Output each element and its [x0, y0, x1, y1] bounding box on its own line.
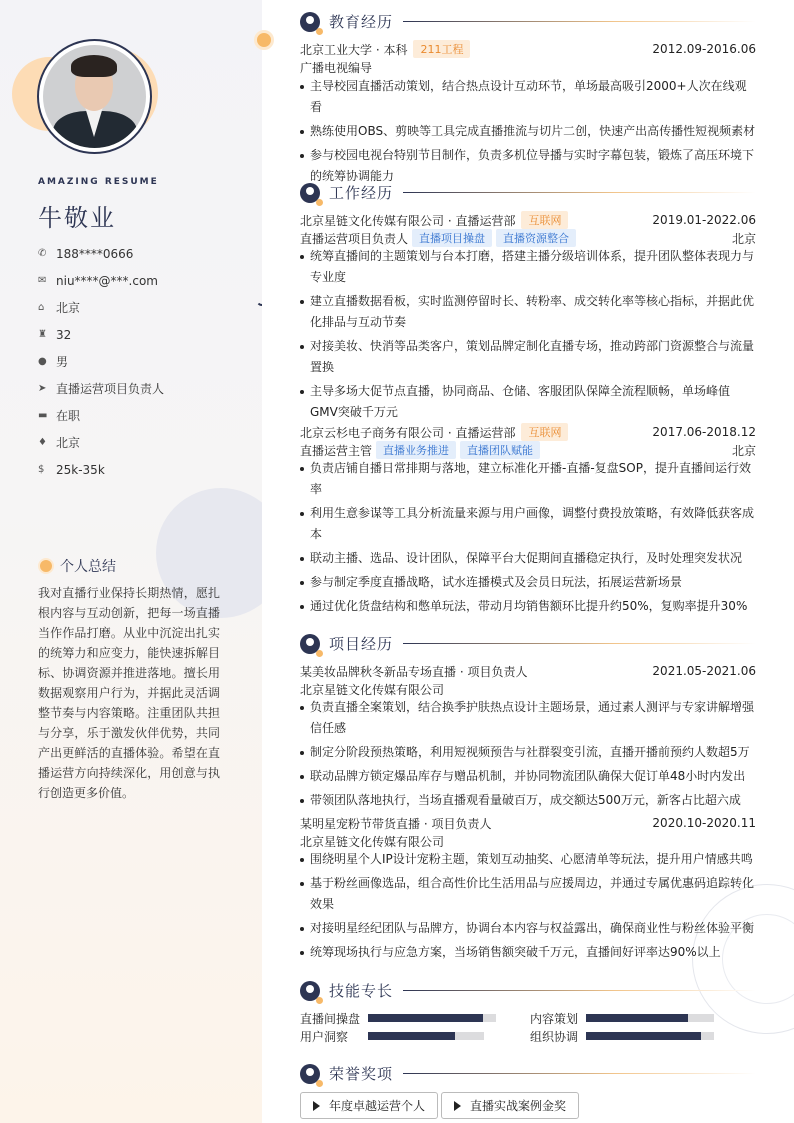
briefcase-icon: ▬	[38, 410, 48, 421]
list-item: 参与制定季度直播战略，试水连播模式及会员日玩法，拓展运营新场景	[300, 572, 756, 593]
info-location	[38, 429, 164, 456]
job-header	[300, 423, 756, 441]
list-item: 基于粉丝画像选品，组合高性价比生活用品与应援周边，并通过专属优惠码追踪转化效果	[300, 873, 756, 915]
list-item: 建立直播数据看板，实时监测停留时长、转粉率、成交转化率等核心指标，并据此优化排品与互动节奏	[300, 291, 756, 333]
info-text: 在职	[56, 409, 81, 423]
section-icon	[300, 183, 320, 203]
job-bullets	[300, 458, 756, 620]
candidate-name: 牛敬业	[38, 204, 116, 232]
info-text: niu****@***.com	[56, 273, 158, 288]
target-icon: ➤	[38, 383, 47, 394]
dot-icon	[38, 558, 54, 574]
job-city: 北京	[731, 443, 756, 458]
gender-icon: ●	[38, 356, 47, 367]
section-skills	[300, 980, 756, 1001]
education-bullets	[300, 76, 756, 190]
skill-item	[300, 1027, 484, 1045]
list-item: 通过优化货盘结构和憋单玩法，带动月均销售额环比提升约50%，复购率提升30%	[300, 596, 756, 617]
email-icon: ✉	[38, 275, 47, 286]
info-target	[38, 375, 164, 402]
info-age	[38, 321, 164, 348]
company-name: 北京云杉电子商务有限公司 · 直播运营部	[300, 425, 516, 440]
project-bullets	[300, 697, 756, 814]
skill-bar-fill	[586, 1014, 688, 1022]
list-item: 制定分阶段预热策略，利用短视频预告与社群裂变引流，直播开播前预约人数超5万	[300, 742, 756, 763]
skill-bar-fill	[586, 1032, 701, 1040]
job-role-row	[300, 229, 756, 247]
award-badge	[441, 1092, 579, 1119]
skill-bar	[368, 1014, 496, 1022]
list-item: 对接明星经纪团队与品牌方，协调台本内容与权益露出，确保商业性与粉丝体验平衡	[300, 918, 756, 939]
project-date: 2020.10-2020.11	[652, 816, 756, 830]
decorative-arc	[256, 294, 262, 306]
info-gender	[38, 348, 164, 375]
info-text: 32	[56, 327, 72, 342]
info-phone	[38, 240, 164, 267]
list-item: 负责直播全案策划，结合换季护肤热点设计主题场景，通过素人测评与专家讲解增强信任感	[300, 697, 756, 739]
section-work	[300, 182, 756, 203]
skill-name: 内容策划	[530, 1011, 579, 1026]
info-text: 男	[56, 355, 69, 369]
contact-info	[38, 240, 164, 483]
skill-item	[300, 1009, 496, 1027]
skill-bar-fill	[368, 1014, 483, 1022]
section-icon	[300, 981, 320, 1001]
skill-item	[530, 1009, 714, 1027]
job-role: 直播运营项目负责人	[300, 231, 409, 246]
skill-tag: 直播资源整合	[496, 229, 576, 247]
list-item: 联动品牌方锁定爆品库存与赠品机制，并协同物流团队确保大促订单48小时内发出	[300, 766, 756, 787]
list-item: 围绕明星个人IP设计宠粉主题，策划互动抽奖、心愿清单等玩法，提升用户情感共鸣	[300, 849, 756, 870]
list-item: 熟练使用OBS、剪映等工具完成直播推流与切片二创，快速产出高传播性短视频素材	[300, 121, 756, 142]
project-header	[300, 814, 756, 832]
skill-name: 直播间操盘	[300, 1011, 361, 1026]
project-company-row	[300, 832, 756, 850]
job-bullets	[300, 246, 756, 426]
divider	[403, 21, 756, 22]
divider	[403, 643, 756, 644]
education-header	[300, 40, 756, 58]
sidebar	[0, 0, 262, 1123]
section-title: 荣誉奖项	[329, 1065, 394, 1083]
section-education	[300, 11, 756, 32]
info-text: 北京	[56, 436, 81, 450]
info-text: 北京	[56, 301, 81, 315]
section-awards	[300, 1063, 756, 1084]
phone-icon: ✆	[38, 248, 47, 259]
section-projects	[300, 633, 756, 654]
project-header	[300, 662, 756, 680]
resume-tagline: AMAZING RESUME	[38, 177, 159, 187]
summary-heading	[38, 556, 116, 576]
job-date: 2017.06-2018.12	[652, 425, 756, 439]
age-icon: ♜	[38, 329, 47, 340]
list-item: 负责店铺自播日常排期与落地，建立标准化开播-直播-复盘SOP，提升直播间运行效率	[300, 458, 756, 500]
decorative-dot	[254, 30, 274, 50]
job-role-row	[300, 441, 756, 459]
info-text: 直播运营项目负责人	[56, 382, 165, 396]
project-bullets	[300, 849, 756, 966]
info-salary	[38, 456, 164, 483]
job-header	[300, 211, 756, 229]
skill-bar	[586, 1032, 714, 1040]
project-company: 北京星链文化传媒有限公司	[300, 682, 445, 697]
skill-bar	[586, 1014, 714, 1022]
list-item: 统筹现场执行与应急方案，当场销售额突破千万元，直播间好评率达90%以上	[300, 942, 756, 963]
list-item: 带领团队落地执行，当场直播观看量破百万，成交额达500万元，新客占比超六成	[300, 790, 756, 811]
divider	[403, 1073, 756, 1074]
avatar-area	[12, 38, 162, 158]
play-icon	[454, 1101, 461, 1111]
list-item: 参与校园电视台特别节目制作，负责多机位导播与实时字幕包装，锻炼了高压环境下的统筹协调能力	[300, 145, 756, 187]
summary-title: 个人总结	[60, 559, 116, 575]
info-status	[38, 402, 164, 429]
info-email	[38, 267, 164, 294]
school-tag: 211工程	[413, 40, 470, 58]
section-icon	[300, 1064, 320, 1084]
section-title: 技能专长	[329, 982, 394, 1000]
skill-bar-fill	[368, 1032, 455, 1040]
info-text: 188****0666	[56, 246, 134, 261]
education-major-row	[300, 58, 756, 76]
industry-tag: 互联网	[521, 423, 568, 441]
major: 广播电视编导	[300, 60, 373, 75]
home-icon: ⌂	[38, 302, 45, 313]
divider	[403, 192, 756, 193]
job-date: 2019.01-2022.06	[652, 213, 756, 227]
list-item: 联动主播、选品、设计团队，保障平台大促期间直播稳定执行，及时处理突发状况	[300, 548, 756, 569]
list-item: 主导校园直播活动策划，结合热点设计互动环节，单场最高吸引2000+人次在线观看	[300, 76, 756, 118]
education-date: 2012.09-2016.06	[652, 42, 756, 56]
divider	[403, 990, 756, 991]
school-name: 北京工业大学 · 本科	[300, 42, 408, 57]
play-icon	[313, 1101, 320, 1111]
list-item: 主导多场大促节点直播，协同商品、仓储、客服团队保障全流程顺畅，单场峰值GMV突破千万元	[300, 381, 756, 423]
skill-item	[530, 1027, 714, 1045]
project-company-row	[300, 680, 756, 698]
skill-tag: 直播团队赋能	[460, 441, 540, 459]
avatar-photo	[43, 45, 146, 148]
avatar	[37, 39, 152, 154]
award-label: 直播实战案例金奖	[470, 1099, 567, 1113]
project-date: 2021.05-2021.06	[652, 664, 756, 678]
location-icon: ♦	[38, 437, 47, 448]
company-name: 北京星链文化传媒有限公司 · 直播运营部	[300, 213, 516, 228]
job-city: 北京	[731, 231, 756, 246]
skill-name: 用户洞察	[300, 1029, 349, 1044]
salary-icon: $	[38, 464, 45, 475]
section-icon	[300, 12, 320, 32]
award-label: 年度卓越运营个人	[329, 1099, 426, 1113]
info-home	[38, 294, 164, 321]
section-title: 工作经历	[329, 184, 394, 202]
project-company: 北京星链文化传媒有限公司	[300, 834, 445, 849]
section-title: 教育经历	[329, 13, 394, 31]
list-item: 统筹直播间的主题策划与台本打磨，搭建主播分级培训体系，提升团队整体表现力与专业度	[300, 246, 756, 288]
info-text: 25k-35k	[56, 462, 105, 477]
skill-tag: 直播业务推进	[376, 441, 456, 459]
industry-tag: 互联网	[521, 211, 568, 229]
list-item: 利用生意参谋等工具分析流量来源与用户画像，调整付费投放策略，有效降低获客成本	[300, 503, 756, 545]
project-name: 某美妆品牌秋冬新品专场直播 · 项目负责人	[300, 664, 528, 679]
section-title: 项目经历	[329, 635, 394, 653]
skill-name: 组织协调	[530, 1029, 579, 1044]
job-role: 直播运营主管	[300, 443, 373, 458]
list-item: 对接美妆、快消等品类客户，策划品牌定制化直播专场，推动跨部门资源整合与流量置换	[300, 336, 756, 378]
summary-text: 我对直播行业保持长期热情，愿扎根内容与互动创新，把每一场直播当作作品打磨。从业中沉淀出扎实的统筹力和应变力，能快速拆解目标、协调资源并推进落地。擅长用数据观察用户行为，并据此灵活调整节奏与内容策略。注重团队共担与分享，乐于激发伙伴优势，共同产出更鲜活的直播体验。希望在直播运营方向持续深化，用创意与执行创造更多价值。	[38, 586, 220, 800]
skill-bar	[368, 1032, 484, 1040]
section-icon	[300, 634, 320, 654]
award-badge	[300, 1092, 438, 1119]
project-name: 某明星宠粉节带货直播 · 项目负责人	[300, 816, 492, 831]
skill-tag: 直播项目操盘	[412, 229, 492, 247]
